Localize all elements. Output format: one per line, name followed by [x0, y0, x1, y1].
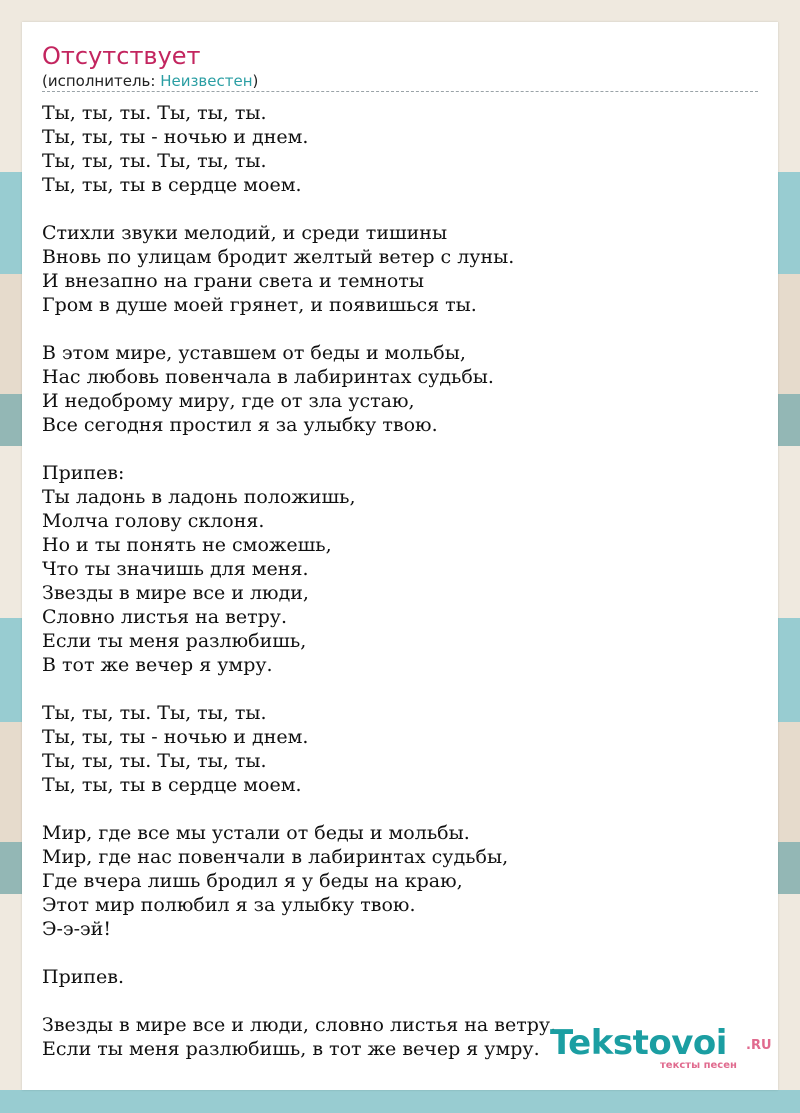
lyrics-line: Ты ладонь в ладонь положишь,	[42, 486, 356, 508]
lyrics-blank-line	[42, 197, 556, 221]
lyrics-line: Ты, ты, ты. Ты, ты, ты.	[42, 102, 267, 124]
lyrics-card	[22, 22, 778, 1090]
lyrics-line: Если ты меня разлюбишь, в тот же вечер я умру.	[42, 1038, 540, 1060]
lyrics-line: Припев.	[42, 966, 125, 988]
song-title: Отсутствует	[42, 42, 201, 70]
lyrics-line: Но и ты понять не сможешь,	[42, 534, 332, 556]
lyrics-text	[42, 101, 556, 1061]
lyrics-blank-line	[42, 941, 556, 965]
lyrics-line: Вновь по улицам бродит желтый ветер с луны.	[42, 246, 515, 268]
lyrics-blank-line	[42, 437, 556, 461]
performer-link[interactable]: Неизвестен	[160, 72, 253, 90]
lyrics-line: Если ты меня разлюбишь,	[42, 630, 307, 652]
lyrics-line: Припев:	[42, 462, 125, 484]
lyrics-blank-line	[42, 677, 556, 701]
site-logo[interactable]	[550, 1024, 770, 1074]
lyrics-line: Ты, ты, ты. Ты, ты, ты.	[42, 702, 267, 724]
lyrics-line: В тот же вечер я умру.	[42, 654, 273, 676]
lyrics-line: И недоброму миру, где от зла устаю,	[42, 390, 415, 412]
lyrics-line: Звезды в мире все и люди,	[42, 582, 309, 604]
lyrics-line: Где вчера лишь бродил я у беды на краю,	[42, 870, 463, 892]
lyrics-blank-line	[42, 989, 556, 1013]
logo-name: Tekstovoi	[550, 1023, 727, 1063]
lyrics-line: Нас любовь повенчала в лабиринтах судьбы.	[42, 366, 494, 388]
lyrics-line: Звезды в мире все и люди, словно листья на ветру.	[42, 1014, 557, 1036]
lyrics-line: В этом мире, уставшем от беды и мольбы,	[42, 342, 466, 364]
lyrics-line: Этот мир полюбил я за улыбку твою.	[42, 894, 416, 916]
lyrics-line: Ты, ты, ты - ночью и днем.	[42, 126, 309, 148]
lyrics-line: Все сегодня простил я за улыбку твою.	[42, 414, 438, 436]
performer-line	[42, 72, 258, 90]
performer-suffix: )	[252, 72, 259, 90]
lyrics-line: Ты, ты, ты в сердце моем.	[42, 774, 302, 796]
title-divider	[42, 91, 758, 92]
lyrics-line: Э-э-эй!	[42, 918, 111, 940]
lyrics-blank-line	[42, 797, 556, 821]
lyrics-line: Что ты значишь для меня.	[42, 558, 309, 580]
lyrics-line: Мир, где нас повенчали в лабиринтах судьбы,	[42, 846, 509, 868]
lyrics-line: Стихли звуки мелодий, и среди тишины	[42, 222, 448, 244]
lyrics-line: Ты, ты, ты. Ты, ты, ты.	[42, 150, 267, 172]
stripe	[0, 1090, 800, 1113]
logo-tagline: тексты песен	[660, 1060, 737, 1071]
logo-tld: .RU	[746, 1038, 772, 1053]
lyrics-line: Ты, ты, ты. Ты, ты, ты.	[42, 750, 267, 772]
lyrics-line: Мир, где все мы устали от беды и мольбы.	[42, 822, 470, 844]
lyrics-line: Ты, ты, ты - ночью и днем.	[42, 726, 309, 748]
lyrics-line: Гром в душе моей грянет, и появишься ты.	[42, 294, 477, 316]
lyrics-line: Словно листья на ветру.	[42, 606, 288, 628]
lyrics-line: Ты, ты, ты в сердце моем.	[42, 174, 302, 196]
lyrics-line: Молча голову склоня.	[42, 510, 265, 532]
lyrics-blank-line	[42, 317, 556, 341]
lyrics-line: И внезапно на грани света и темноты	[42, 270, 424, 292]
performer-prefix: (исполнитель:	[42, 72, 161, 90]
